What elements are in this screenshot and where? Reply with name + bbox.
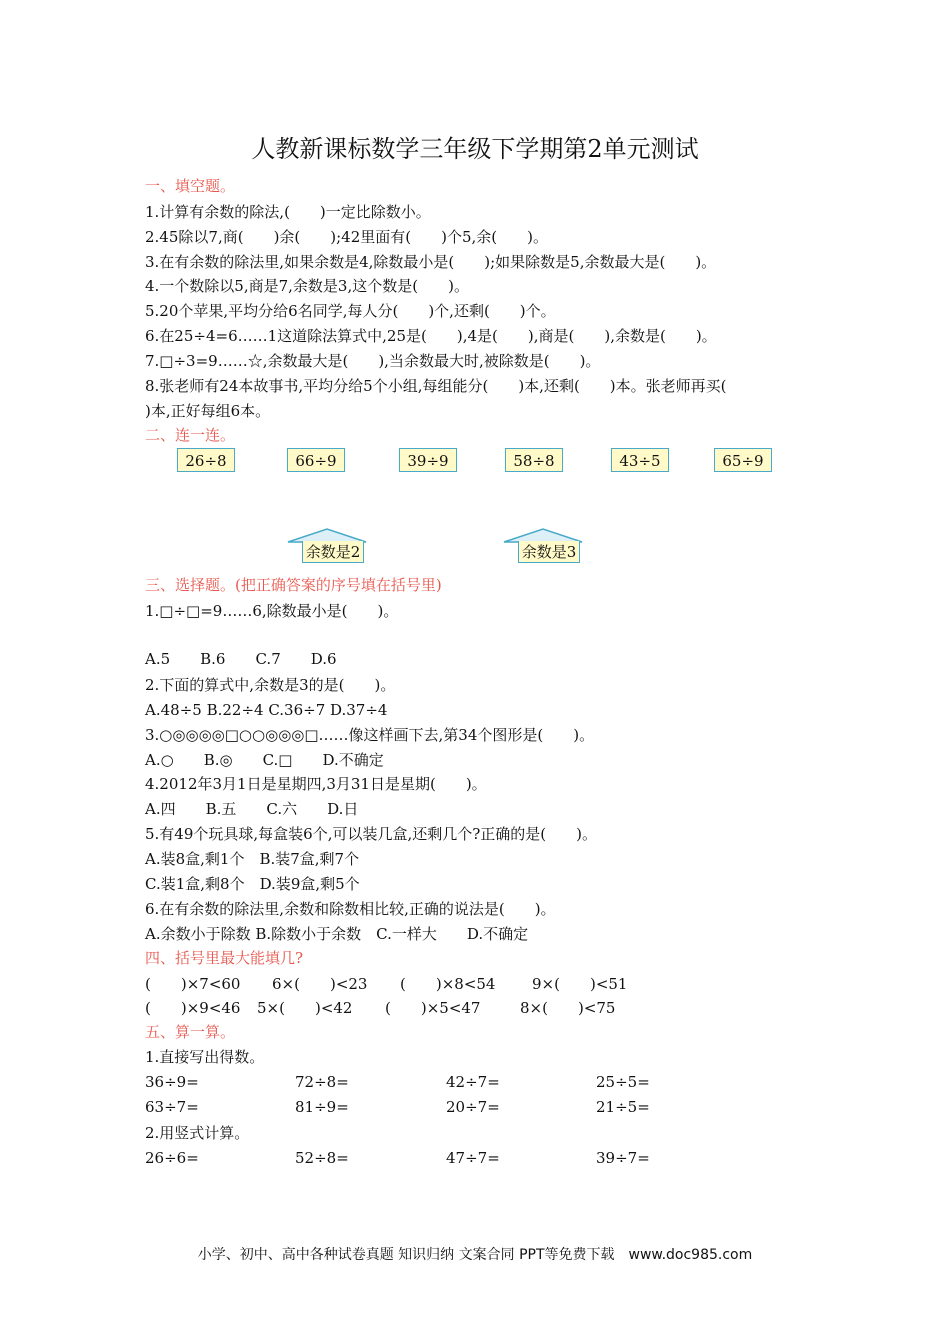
s3-line-2: A.5 B.6 C.7 D.6 xyxy=(145,650,337,668)
s3-line-7: 4.2012年3月1日是星期四,3月31日是星期( )。 xyxy=(145,775,487,793)
s5-r1-c1: 36÷9= xyxy=(145,1073,199,1091)
house-label-2: 余数是3 xyxy=(518,541,580,563)
division-box-1: 26÷8 xyxy=(177,448,235,472)
division-box-6: 65÷9 xyxy=(714,448,772,472)
s3-line-10: A.装8盒,剩1个 B.装7盒,剩7个 xyxy=(145,850,360,868)
s3-line-13: A.余数小于除数 B.除数小于余数 C.一样大 D.不确定 xyxy=(145,925,529,943)
s5-r2-c1: 63÷7= xyxy=(145,1098,199,1116)
section2-heading: 二、连一连。 xyxy=(145,426,236,444)
s5-part1: 1.直接写出得数。 xyxy=(145,1048,265,1066)
division-box-4: 58÷8 xyxy=(505,448,563,472)
section1-heading: 一、填空题。 xyxy=(145,177,236,195)
s1-question-3: 3.在有余数的除法里,如果余数是4,除数最小是( );如果除数是5,余数最大是( )。 xyxy=(145,253,717,271)
s3-line-5: 3.○◎◎◎◎□○○◎◎◎□……像这样画下去,第34个图形是( )。 xyxy=(145,726,595,744)
s1-question-8-cont: )本,正好每组6本。 xyxy=(145,402,271,420)
s5-r1-c4: 25÷5= xyxy=(596,1073,650,1091)
s1-question-4: 4.一个数除以5,商是7,余数是3,这个数是( )。 xyxy=(145,277,469,295)
s4-r2-c2: 5×( )<42 xyxy=(257,999,353,1017)
s4-r1-c3: ( )×8<54 xyxy=(400,975,496,993)
s5-r1-c2: 72÷8= xyxy=(295,1073,349,1091)
s3-line-1: 1.□÷□=9……6,除数最小是( )。 xyxy=(145,602,399,620)
s3-line-8: A.四 B.五 C.六 D.日 xyxy=(145,800,359,818)
s1-question-6: 6.在25÷4=6……1这道除法算式中,25是( ),4是( ),商是( ),余数是( )。 xyxy=(145,327,717,345)
section5-heading: 五、算一算。 xyxy=(145,1023,236,1041)
division-box-5: 43÷5 xyxy=(611,448,669,472)
s1-question-2: 2.45除以7,商( )余( );42里面有( )个5,余( )。 xyxy=(145,228,548,246)
house-label-1: 余数是2 xyxy=(302,541,364,563)
s5-r3-c4: 39÷7= xyxy=(596,1149,650,1167)
s3-line-6: A.○ B.◎ C.□ D.不确定 xyxy=(145,751,384,769)
s1-question-8: 8.张老师有24本故事书,平均分给5个小组,每组能分( )本,还剩( )本。张老师再买( xyxy=(145,377,727,395)
s3-line-11: C.装1盒,剩8个 D.装9盒,剩5个 xyxy=(145,875,360,893)
page-footer: 小学、初中、高中各种试卷真题 知识归纳 文案合同 PPT等免费下载 www.doc985.com xyxy=(197,1247,753,1263)
s1-question-7: 7.□÷3=9……☆,余数最大是( ),当余数最大时,被除数是( )。 xyxy=(145,352,601,370)
s3-line-9: 5.有49个玩具球,每盒装6个,可以装几盒,还剩几个?正确的是( )。 xyxy=(145,825,597,843)
s5-r2-c4: 21÷5= xyxy=(596,1098,650,1116)
division-box-3: 39÷9 xyxy=(399,448,457,472)
s4-r1-c2: 6×( )<23 xyxy=(272,975,368,993)
s5-r3-c1: 26÷6= xyxy=(145,1149,199,1167)
s1-question-5: 5.20个苹果,平均分给6名同学,每人分( )个,还剩( )个。 xyxy=(145,302,556,320)
s4-r1-c4: 9×( )<51 xyxy=(532,975,628,993)
s5-part2: 2.用竖式计算。 xyxy=(145,1124,250,1142)
section3-heading: 三、选择题。(把正确答案的序号填在括号里) xyxy=(145,576,442,594)
s1-question-1: 1.计算有余数的除法,( )一定比除数小。 xyxy=(145,203,431,221)
s5-r2-c2: 81÷9= xyxy=(295,1098,349,1116)
s5-r2-c3: 20÷7= xyxy=(446,1098,500,1116)
s3-line-4: A.48÷5 B.22÷4 C.36÷7 D.37÷4 xyxy=(145,701,388,719)
s5-r3-c3: 47÷7= xyxy=(446,1149,500,1167)
s4-r2-c1: ( )×9<46 xyxy=(145,999,241,1017)
division-box-2: 66÷9 xyxy=(287,448,345,472)
s4-r2-c3: ( )×5<47 xyxy=(385,999,481,1017)
section4-heading: 四、括号里最大能填几? xyxy=(145,949,304,967)
s3-line-3: 2.下面的算式中,余数是3的是( )。 xyxy=(145,676,396,694)
s5-r1-c3: 42÷7= xyxy=(446,1073,500,1091)
s5-r3-c2: 52÷8= xyxy=(295,1149,349,1167)
s4-r2-c4: 8×( )<75 xyxy=(520,999,616,1017)
s3-line-12: 6.在有余数的除法里,余数和除数相比较,正确的说法是( )。 xyxy=(145,900,556,918)
s4-r1-c1: ( )×7<60 xyxy=(145,975,241,993)
page-title: 人教新课标数学三年级下学期第2单元测试 xyxy=(251,135,699,163)
